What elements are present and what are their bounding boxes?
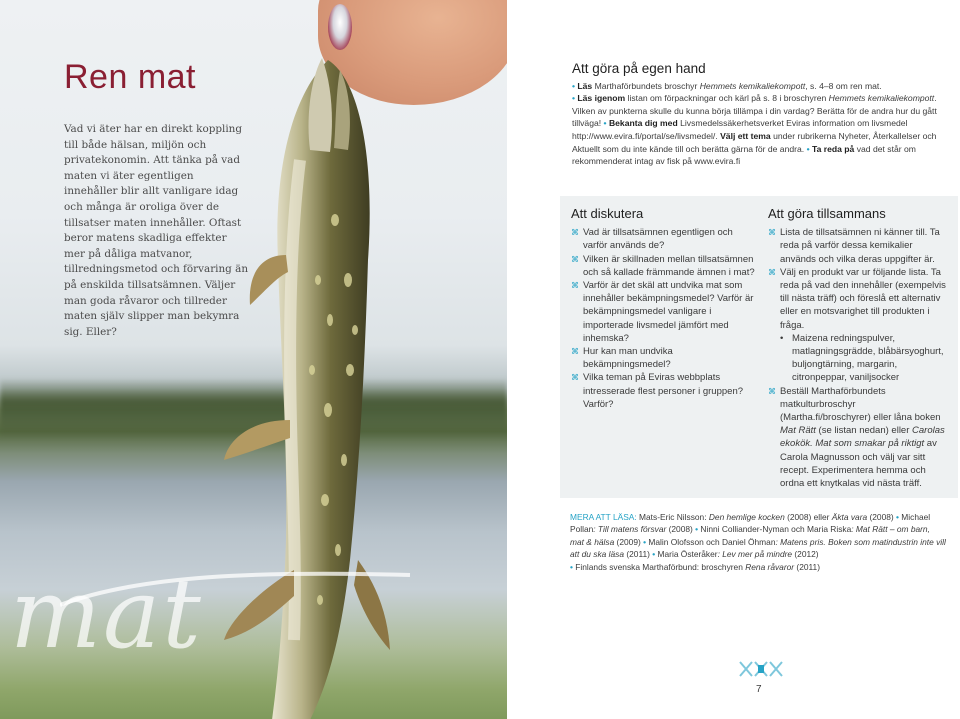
knot-icon: ⌘ — [571, 281, 579, 291]
own-section — [572, 63, 944, 168]
own-section-title: Att göra på egen hand — [572, 61, 706, 76]
script-word: mat — [10, 558, 203, 670]
list-item: ⌘ Vad är tillsatsämnen egentligen och varför används de? — [571, 227, 733, 252]
bullet-icon: • — [603, 118, 607, 129]
bullet-icon: • — [695, 524, 699, 535]
ornament-icon — [738, 660, 784, 678]
bullet-icon: • — [780, 332, 784, 344]
list-item: ⌘ Vilka teman på Eviras webbplats intresserade flest personer i gruppen? Varför? — [571, 372, 744, 410]
page-number: 7 — [756, 684, 762, 695]
bullet-icon: • — [572, 93, 576, 104]
more-reading: MERA ATT LÄSA: Mats-Eric Nilsson: Den hemlige kocken (2008) eller Äkta vara (2008) • Michael Pollan: Till matens försvar (2008) • Ninni Colliander-Nyman och Maria Riska: Mat Rätt – om barn, mat & hälsa (2009) • Malin Olofsson och Daniel Öhman: Matens pris. Boken som matindustrin inte vill att du ska läsa (2011) • Maria Österåker: Lev mer på mindre (2012) • Finlands svenska Marthaförbund: broschyren Rena råvaror (2011) — [570, 512, 946, 572]
own-section-text: • Läs Marthaförbundets broschyr Hemmets kemikaliekompott, s. 4–8 om ren mat. • Läs igenom listan om förpackningar och kärl på s. 8 i broschyren Hemmets kemikaliekompott. Vilken av punkterna skulle du kunna börja tillämpa i din vardag? Berätta för de andra hur du gått tillväga! • Bekanta dig med Livsmedelssäkerhetsverket Eviras information om livsmedel http://www.evira.fi/portal/se/livsmedel/. Välj ett tema under rubrikerna Nyheter, Återkallelser och Aktuellt som du inte kände till och berätta gärna för de andra. • Ta reda på vad det står om rekommenderat intag av fisk på www.evira.fi — [572, 80, 937, 167]
bullet-icon: • — [643, 536, 647, 547]
bullet-icon: • — [572, 80, 576, 91]
intro-paragraph: Vad vi äter har en direkt koppling till både hälsan, miljön och privatekonomin. Att tänka på vad maten vi äter egentligen innehåller blir allt vanligare idag och många är oroliga över de tillsatser maten innehåller. Oftast beror matens skadliga effekter mer på dåliga matvanor, tillredningsmetod och förvaring än på enskilda tillsatsämnen. Väljer man goda råvaror och tillreder maten själv slipper man bekymra sig. Eller? — [64, 123, 249, 338]
knot-icon: ⌘ — [768, 228, 776, 238]
discuss-title: Att diskutera — [571, 206, 644, 221]
list-item: ⌘ Hur kan man undvika bekämpningsmedel? — [571, 346, 673, 371]
list-item: ⌘ Lista de tillsatsämnen ni känner till. Ta reda på varför dessa kemikalier används och vilka deras uppgifter är. — [768, 227, 940, 265]
list-item: ⌘ Vilken är skillnaden mellan tillsatsämnen och så kallade främmande ämnen i mat? — [571, 253, 755, 278]
together-column — [768, 207, 948, 490]
more-reading-label: MERA ATT LÄSA: — [570, 512, 637, 522]
knot-icon: ⌘ — [571, 254, 579, 264]
knot-icon: ⌘ — [571, 347, 579, 357]
bullet-icon: • — [806, 143, 810, 154]
list-item: ⌘ Välj en produkt var ur följande lista. Ta reda på vad den innehåller (exempelvis till nästa träff) och föreslå ett alternativ eller en motsvarighet till produkten i fråga. — [768, 266, 946, 331]
list-item: ⌘ Varför är det skäl att undvika mat som innehåller bekämpningsmedel? Varför är bekämpningsmedel vanligare i importerade livsmedel jämfört med inhemska? — [571, 280, 754, 344]
knot-icon: ⌘ — [571, 373, 579, 383]
bullet-icon: • — [896, 512, 899, 522]
knot-icon: ⌘ — [768, 267, 776, 277]
list-item: ⌘ Beställ Marthaförbundets matkulturbroschyr (Martha.fi/broschyrer) eller låna boken Mat Rätt (se listan nedan) eller Carolas ekokök. Mat som smakar på riktigt av Carola Magnusson och välj var sitt recept. Experimentera hemma och ordna ett knytkalas vid nästa träff. — [768, 385, 945, 490]
bullet-icon: • — [570, 561, 573, 572]
sub-list-item: • Maizena redningspulver, matlagningsgrädde, blåbärsyoghurt, buljongtärning, margarin, citronpeppar, vaniljsocker — [780, 332, 944, 384]
knot-icon: ⌘ — [571, 228, 579, 238]
knot-icon: ⌘ — [768, 386, 776, 396]
bullet-icon: • — [652, 549, 656, 560]
together-title: Att göra tillsammans — [768, 206, 886, 221]
discuss-column — [571, 207, 756, 411]
page-title: Ren mat — [64, 58, 196, 96]
